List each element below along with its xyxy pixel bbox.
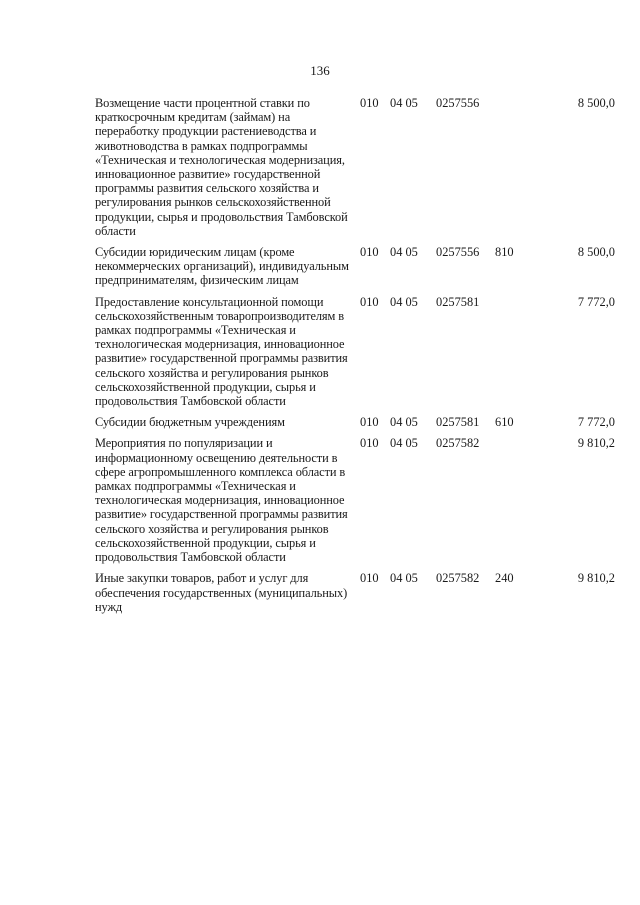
- row-section: 04 05: [390, 294, 418, 309]
- row-section: 04 05: [390, 436, 418, 451]
- row-section: 04 05: [390, 571, 418, 586]
- row-amount: 8 500,0: [577, 245, 615, 260]
- table-row: [95, 571, 615, 614]
- row-section: 04 05: [390, 245, 418, 260]
- row-code: 010: [360, 245, 379, 260]
- row-code: 010: [360, 571, 379, 586]
- row-name: Возмещение части процентной ставки по краткосрочным кредитам (займам) на переработку продукции растениеводства и животноводства в рамках подпрограммы «Техническая и технологическая модернизация, инновационное развитие» государственной программы развития сельского хозяйства и регулирования рынков сельскохозяйственной продукции, сырья и продовольствия Тамбовской области: [95, 96, 348, 238]
- table-row: [95, 96, 615, 238]
- table-row: [95, 245, 615, 288]
- row-article: 0257582: [436, 571, 480, 586]
- row-article: 0257556: [436, 96, 480, 110]
- table-row: [95, 295, 615, 409]
- row-expense-type: 810: [495, 245, 514, 260]
- row-code: 010: [360, 96, 379, 110]
- budget-table: [95, 96, 615, 621]
- table-row: [95, 436, 615, 564]
- row-name: Мероприятия по популяризации и информационному освещению деятельности в сфере агропромышленного комплекса области в рамках подпрограммы «Техническая и технологическая модернизация, инновационное развитие» государственной программы развития сельского хозяйства и регулирования рынков сельскохозяйственной продукции, сырья и продовольствия Тамбовской области: [95, 436, 348, 565]
- row-code: 010: [360, 415, 379, 430]
- row-name: Иные закупки товаров, работ и услуг для обеспечения государственных (муниципальных) нужд: [95, 571, 348, 614]
- row-section: 04 05: [390, 415, 418, 430]
- row-amount: 7 772,0: [577, 415, 615, 430]
- page-number: 136: [310, 63, 330, 78]
- row-expense-type: 240: [495, 571, 514, 586]
- row-name: Субсидии бюджетным учреждениям: [95, 415, 285, 430]
- row-amount: 9 810,2: [577, 571, 615, 586]
- table-row: [95, 415, 615, 429]
- row-code: 010: [360, 294, 379, 309]
- row-code: 010: [360, 436, 379, 451]
- row-name: Субсидии юридическим лицам (кроме некоммерческих организаций), индивидуальным предпринимателям, физическим лицам: [95, 245, 349, 288]
- row-amount: 9 810,2: [577, 436, 615, 451]
- row-article: 0257581: [436, 415, 480, 430]
- row-section: 04 05: [390, 96, 418, 110]
- row-article: 0257582: [436, 436, 480, 451]
- row-article: 0257581: [436, 294, 480, 309]
- row-article: 0257556: [436, 245, 480, 260]
- row-amount: 7 772,0: [577, 294, 615, 309]
- row-expense-type: 610: [495, 415, 514, 430]
- row-name: Предоставление консультационной помощи сельскохозяйственным товаропроизводителям в рамках подпрограммы «Техническая и технологическая модернизация, инновационное развитие» государственной программы развития сельского хозяйства и регулирования рынков сельскохозяйственной продукции, сырья и продовольствия Тамбовской области: [95, 294, 348, 409]
- row-amount: 8 500,0: [577, 96, 615, 110]
